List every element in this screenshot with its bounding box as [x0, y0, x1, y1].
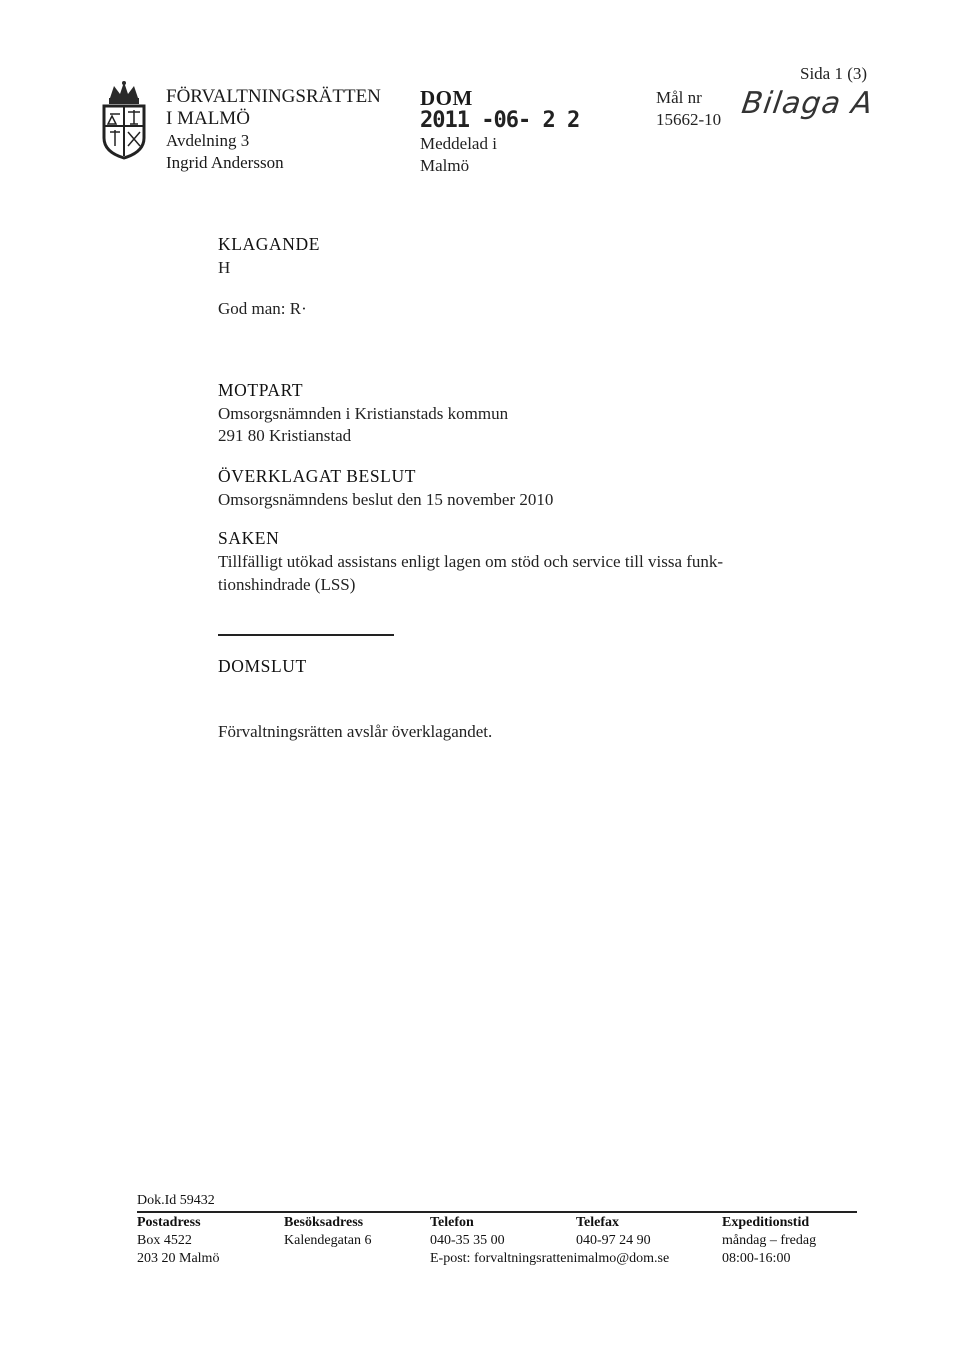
court-name-line1: FÖRVALTNINGSRÄTTEN	[166, 86, 381, 107]
footer-fax	[576, 1214, 651, 1250]
counterparty-name: Omsorgsnämnden i Kristianstads kommun	[218, 404, 509, 423]
document-id: Dok.Id 59432	[137, 1193, 215, 1208]
footer-visit-line1: Kalendegatan 6	[284, 1233, 372, 1248]
footer-visit	[284, 1214, 371, 1250]
footer-postal	[137, 1214, 219, 1268]
matter-line2: tionshindrade (LSS)	[218, 575, 356, 594]
page-info: Sida 1 (3)	[800, 64, 868, 83]
footer-phone-line1: 040-35 35 00	[430, 1233, 505, 1248]
court-name-line2: I MALMÖ	[166, 108, 250, 129]
division: Avdelning 3	[166, 131, 250, 150]
footer-hours-line2: 08:00-16:00	[722, 1251, 791, 1266]
appellant-name: H	[218, 258, 231, 277]
judgment-heading: DOMSLUT	[218, 656, 307, 676]
counterparty-heading: MOTPART	[218, 380, 304, 400]
footer-visit-title: Besöksadress	[284, 1215, 364, 1230]
matter-line1: Tillfälligt utökad assistans enligt lagen om stöd och service till vissa funk-	[218, 552, 724, 571]
coat-of-arms-icon	[98, 80, 150, 160]
section-divider	[218, 634, 394, 636]
counterparty-address: 291 80 Kristianstad	[218, 426, 352, 445]
appellant-heading: KLAGANDE	[218, 234, 321, 254]
guardian: God man: R·	[218, 299, 307, 318]
appealed-decision-text: Omsorgsnämndens beslut den 15 november 2010	[218, 490, 554, 509]
delivered-city: Malmö	[420, 156, 470, 175]
footer-postal-line2: 203 20 Malmö	[137, 1251, 220, 1266]
court-header	[166, 86, 381, 174]
footer-fax-line1: 040-97 24 90	[576, 1233, 651, 1248]
footer-phone-title: Telefon	[430, 1215, 474, 1230]
date-stamp: 2011 -06- 2 2	[420, 108, 580, 133]
document-type: DOM	[420, 86, 473, 110]
court-emblem	[98, 80, 150, 160]
judge-name: Ingrid Andersson	[166, 153, 284, 172]
footer-postal-line1: Box 4522	[137, 1233, 192, 1248]
case-number-label: Mål nr	[656, 88, 702, 107]
footer-rule	[137, 1211, 857, 1213]
annex-handwritten-note: Bilaga A	[739, 86, 876, 121]
footer-hours	[722, 1214, 816, 1268]
case-number: 15662-10	[656, 110, 722, 129]
delivered-label: Meddelad i	[420, 134, 497, 153]
appealed-decision-heading: ÖVERKLAGAT BESLUT	[218, 466, 417, 486]
footer-hours-title: Expeditionstid	[722, 1215, 810, 1230]
matter-heading: SAKEN	[218, 528, 280, 548]
footer-hours-line1: måndag – fredag	[722, 1233, 817, 1248]
footer-postal-title: Postadress	[137, 1215, 201, 1230]
footer-fax-title: Telefax	[576, 1215, 620, 1230]
footer-email: E-post: forvaltningsrattenimalmo@dom.se	[430, 1251, 670, 1266]
judgment-text: Förvaltningsrätten avslår överklagandet.	[218, 722, 493, 741]
